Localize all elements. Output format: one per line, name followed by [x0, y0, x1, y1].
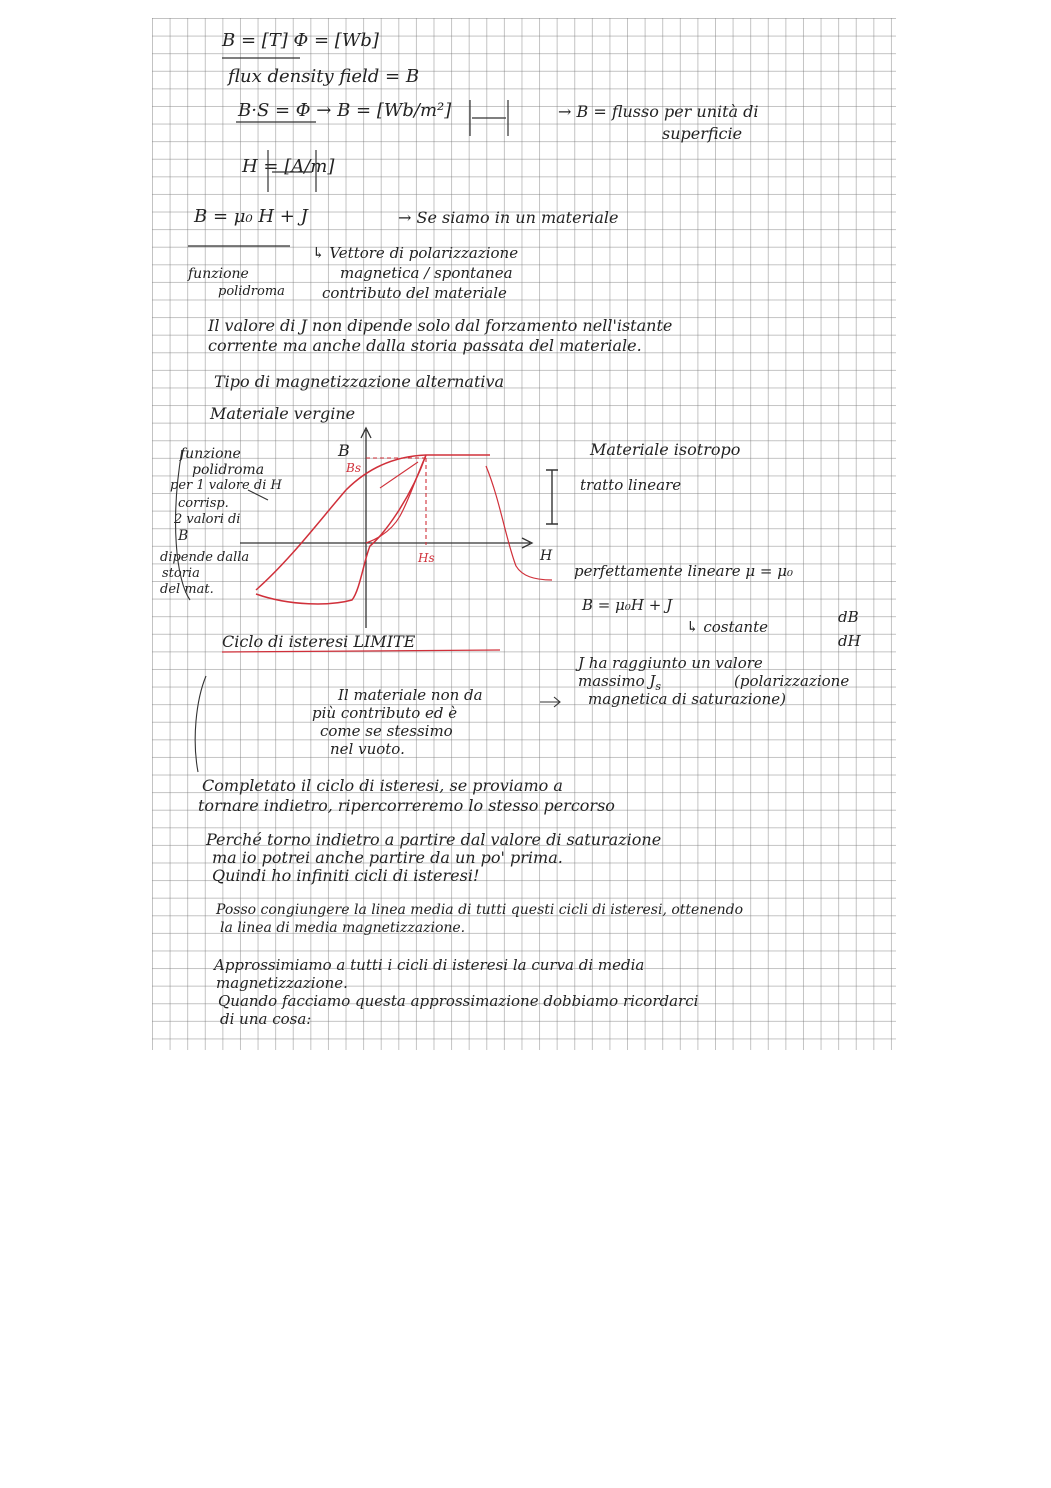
- margin-one-value-h: per 1 valore di H: [170, 478, 282, 493]
- paragraph-j-1: Il valore di J non dipende solo dal forzamento nell'istante: [208, 316, 673, 335]
- magnetization-type: Tipo di magnetizzazione alternativa: [214, 372, 505, 391]
- material-no-contribution-3: come se stessimo: [320, 722, 453, 740]
- paragraph-why-3: Quindi ho infiniti cicli di isteresi!: [212, 866, 480, 885]
- polarization-vector: ↳ Vettore di polarizzazione: [312, 244, 519, 262]
- bracket-strokes: [222, 58, 508, 192]
- derivative-numerator: dB: [838, 608, 859, 626]
- flux-density-definition: flux density field = B: [228, 66, 420, 87]
- paragraph-j-2: corrente ma anche dalla storia passata del materiale.: [208, 336, 642, 355]
- polarization-type: magnetica / spontanea: [340, 264, 513, 282]
- j-max-label: massimo $J_s$: [578, 672, 662, 693]
- paragraph-mean-2: la linea di media magnetizzazione.: [220, 920, 466, 936]
- b-equation: B = μ₀ H + J: [194, 206, 308, 227]
- paragraph-approx-4: di una cosa:: [220, 1010, 312, 1028]
- hs-label: Hs: [418, 551, 435, 565]
- material-contribution: contributo del materiale: [322, 284, 507, 302]
- material-no-contribution-2: più contributo ed è: [312, 704, 458, 722]
- b-axis-label: B: [338, 441, 350, 460]
- saturation-polarization: magnetica di saturazione): [588, 690, 786, 708]
- j-reached-max: J ha raggiunto un valore: [578, 654, 763, 672]
- margin-function: funzione: [180, 446, 241, 462]
- hysteresis-lower-branch: [256, 455, 426, 604]
- margin-history: storia: [162, 566, 200, 581]
- flux-meaning-cont: superficie: [662, 124, 743, 143]
- units-h: H = [A/m]: [242, 156, 335, 177]
- in-material-note: → Se siamo in un materiale: [398, 208, 619, 227]
- margin-corresponds: corrisp.: [178, 496, 229, 511]
- function-label: funzione: [188, 266, 249, 282]
- paragraph-approx-3: Quando facciamo questa approssimazione dobbiamo ricordarci: [218, 992, 699, 1010]
- arrow-to-right: [540, 697, 560, 707]
- paragraph-completed-2: tornare indietro, ripercorreremo lo stesso percorso: [198, 796, 615, 815]
- margin-brace: [176, 450, 190, 600]
- derivative-denominator: dH: [838, 632, 861, 650]
- perfectly-linear: perfettamente lineare μ = μ₀: [574, 562, 794, 580]
- margin-material: del mat.: [160, 582, 214, 597]
- flux-meaning: → B = flusso per unità di: [558, 102, 759, 121]
- h-axis-label: H: [540, 548, 553, 564]
- paragraph-completed-1: Completato il ciclo di isteresi, se proviamo a: [202, 776, 563, 795]
- flux-equation: B·S = Φ → B = [Wb/m²]: [238, 100, 452, 121]
- paragraph-approx-1: Approssimiamo a tutti i cicli di isteresi la curva di media: [214, 956, 645, 974]
- paragraph-why-2: ma io potrei anche partire da un po' prima.: [212, 848, 563, 867]
- margin-depends: dipende dalla: [160, 550, 250, 565]
- material-no-contribution-4: nel vuoto.: [330, 740, 405, 758]
- limit-underline: [222, 650, 500, 652]
- linear-section: tratto lineare: [580, 476, 682, 494]
- polydromous-label: polidroma: [218, 284, 285, 299]
- isotropic-material: Materiale isotropo: [590, 440, 741, 459]
- b-equation-2: B = μ₀H + J: [582, 596, 673, 614]
- margin-b: B: [178, 528, 189, 544]
- margin-arrow: [248, 490, 268, 500]
- material-no-contribution: Il materiale non da: [338, 686, 483, 704]
- units-b-phi: B = [T] Φ = [Wb]: [222, 30, 379, 51]
- hysteresis-limit-title: Ciclo di isteresi LIMITE: [222, 632, 416, 651]
- constant-note: ↳ costante: [686, 618, 769, 636]
- virgin-material: Materiale vergine: [210, 404, 356, 423]
- left-margin-brace: [195, 676, 206, 772]
- paragraph-mean-1: Posso congiungere la linea media di tutti questi cicli di isteresi, ottenendo: [216, 902, 744, 918]
- margin-two-values: 2 valori di: [174, 512, 241, 527]
- bs-arrow: [380, 462, 418, 488]
- paragraph-approx-2: magnetizzazione.: [216, 974, 348, 992]
- bracket-vertical: [546, 470, 558, 524]
- polarization-open: (polarizzazione: [734, 672, 850, 690]
- paragraph-why-1: Perché torno indietro a partire dal valore di saturazione: [206, 830, 662, 849]
- hysteresis-upper-branch: [256, 455, 490, 590]
- margin-polydromous: polidroma: [192, 462, 265, 478]
- bs-label: Bs: [346, 461, 361, 475]
